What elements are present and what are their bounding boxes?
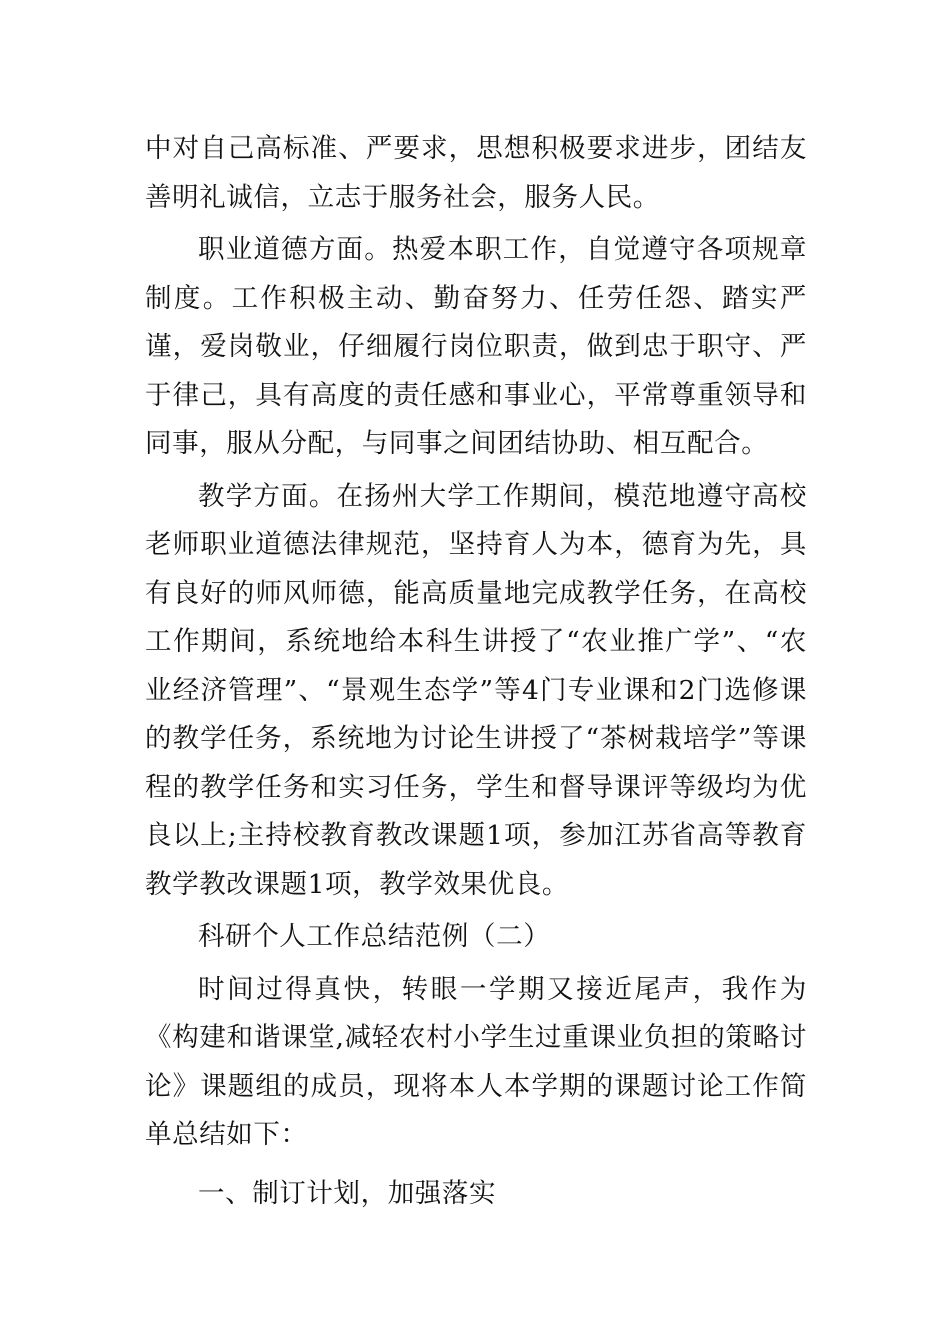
paragraph-professional-ethics: 职业道德方面。热爱本职工作，自觉遵守各项规章制度。工作积极主动、勤奋努力、任劳任怨、踏实严谨，爱岗敬业，仔细履行岗位职责，做到忠于职守、严于律己，具有高度的责任感和事业心，平常尊重领导和同事，服从分配，与同事之间团结协助、相互配合。 [145,234,807,459]
paragraph-teaching: 教学方面。在扬州大学工作期间，模范地遵守高校老师职业道德法律规范，坚持育人为本，德育为先，具有良好的师风师德，能高质量地完成教学任务，在高校工作期间，系统地给本科生讲授了“农业推广学”、“农业经济管理”、“景观生态学”等4门专业课和2门选修课的教学任务，系统地为讨论生讲授了“茶树栽培学”等课程的教学任务和实习任务，学生和督导课评等级均为优良以上;主持校教育教改课题1项，参加江苏省高等教育教学教改课题1项，教学效果优良。 [145,480,807,900]
subsection-title: 一、制订计划，加强落实 [198,1177,497,1209]
document-body [145,125,807,1218]
paragraph-gap [145,1160,807,1170]
paragraph-continuation: 中对自己高标准、严要求，思想积极要求进步，团结友善明礼诚信，立志于服务社会，服务人民。 [145,133,807,213]
paragraph-intro: 时间过得真快，转眼一学期又接近尾声，我作为《构建和谐课堂,减轻农村小学生过重课业负担的策略讨论》课题组的成员，现将本人本学期的课题讨论工作简单总结如下： [145,973,807,1150]
section-title: 科研个人工作总结范例（二） [198,921,551,952]
